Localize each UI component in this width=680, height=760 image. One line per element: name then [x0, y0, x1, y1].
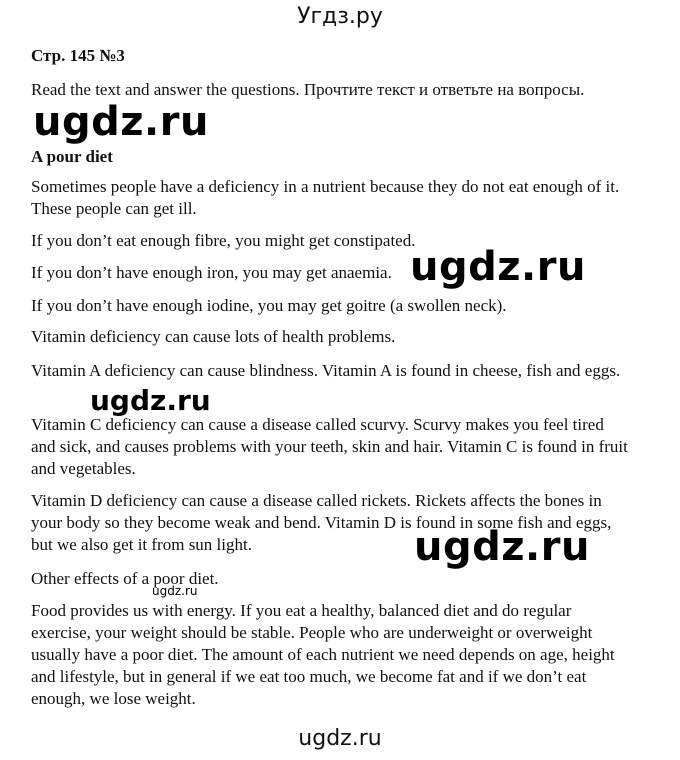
- paragraph-1: Sometimes people have a deficiency in a nutrient because they do not eat enough of it. These people can get ill.: [31, 177, 620, 218]
- subheading: Other effects of a poor diet.: [31, 569, 219, 588]
- paragraph-7: Vitamin C deficiency can cause a disease called scurvy. Scurvy makes you feel tired and sick, and causes problems with your teeth, skin and hair. Vitamin C is found in fruit and vegetables.: [31, 415, 628, 478]
- watermark: ugdz.ru: [152, 584, 198, 598]
- paragraph-4: If you don’t have enough iodine, you may get goitre (a swollen neck).: [31, 296, 507, 315]
- page-reference: Стр. 145 №3: [31, 46, 125, 65]
- watermark: ugdz.ru: [410, 244, 586, 290]
- paragraph-5: Vitamin deficiency can cause lots of health problems.: [31, 327, 396, 346]
- paragraph-2: If you don’t eat enough fibre, you might get constipated.: [31, 231, 416, 250]
- watermark: ugdz.ru: [414, 524, 590, 570]
- watermark: ugdz.ru: [33, 99, 209, 145]
- final-paragraph: Food provides us with energy. If you eat a healthy, balanced diet and do regular exercise, your weight should be stable. People who are underweight or overweight usually have a poor diet. The amount of each nutrient we need depends on age, height and lifestyle, but in general if we eat too much, we become fat and if we don’t eat enough, we lose weight.: [31, 601, 615, 708]
- paragraph-6: Vitamin A deficiency can cause blindness. Vitamin A is found in cheese, fish and eggs.: [31, 361, 621, 380]
- site-header-title[interactable]: Угдз.ру: [297, 4, 383, 29]
- instruction-text: Read the text and answer the questions. Прочтите текст и ответьте на вопросы.: [31, 80, 585, 99]
- paragraph-3: If you don’t have enough iron, you may get anaemia.: [31, 263, 392, 282]
- watermark: ugdz.ru: [90, 384, 211, 417]
- paragraph-8: Vitamin D deficiency can cause a disease called rickets. Rickets affects the bones in your body so they become weak and bend. Vitamin D is found in some fish and eggs, but we also get it from sun light.: [31, 491, 612, 554]
- text-title: A pour diet: [31, 147, 113, 166]
- site-footer-url[interactable]: ugdz.ru: [298, 726, 382, 751]
